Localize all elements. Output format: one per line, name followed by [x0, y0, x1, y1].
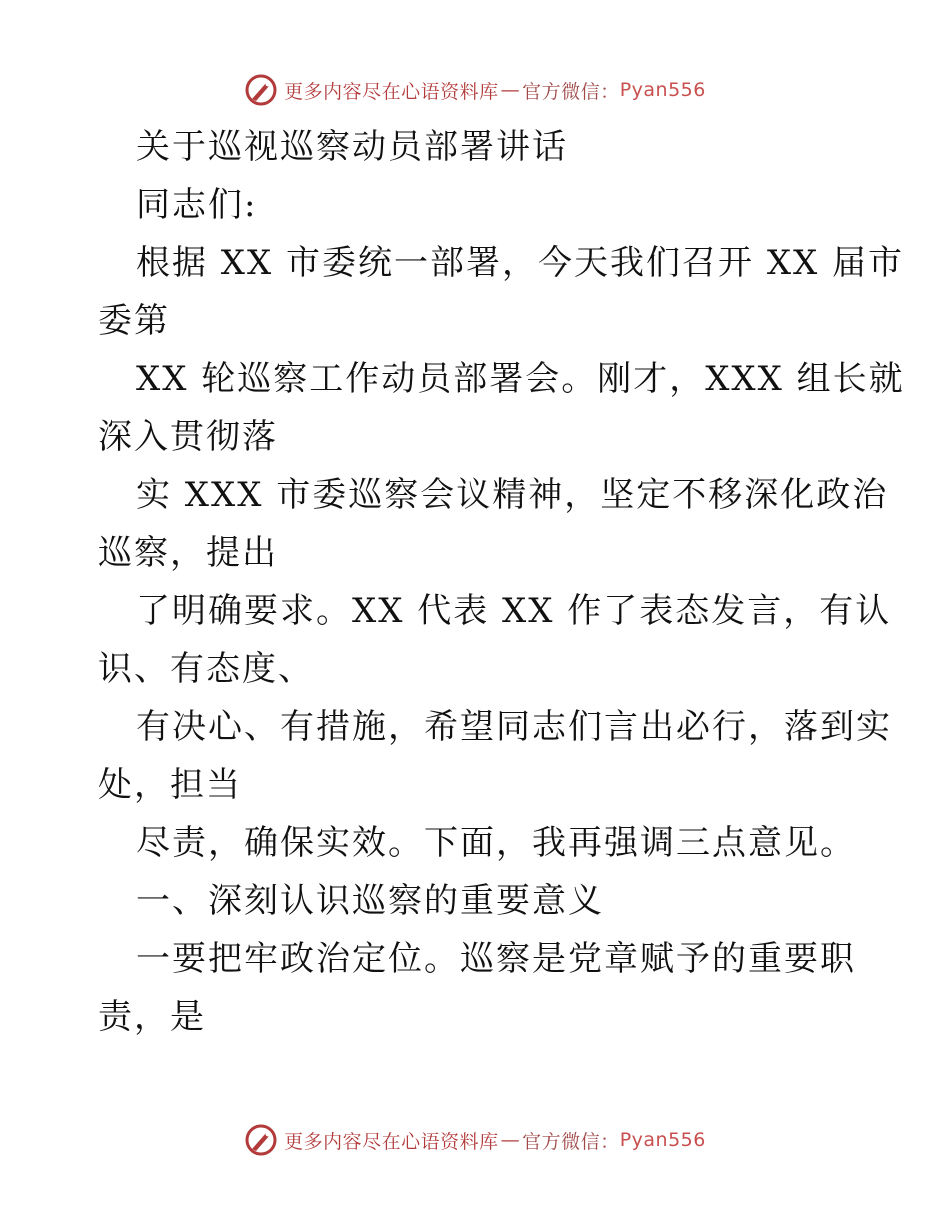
paragraph-line: 实 XXX 市委巡察会议精神，坚定不移深化政治	[136, 475, 889, 515]
paragraph-line: 巡察，提出	[98, 533, 278, 573]
salutation: 同志们:	[136, 185, 258, 225]
paragraph-line: 尽责，确保实效。下面，我再强调三点意见。	[136, 823, 856, 863]
paragraph-line: 一要把牢政治定位。巡察是党章赋予的重要职	[136, 939, 856, 979]
watermark-dash: —	[500, 1129, 521, 1151]
watermark-label: 官方微信：	[522, 1130, 620, 1153]
watermark-dash: —	[500, 79, 521, 101]
pen-logo-icon	[244, 1123, 278, 1157]
watermark-brand: 更多内容尽在心语资料库	[284, 1130, 499, 1153]
watermark-id: Pyan556	[619, 79, 706, 101]
paragraph-line: 了明确要求。XX 代表 XX 作了表态发言，有认	[136, 591, 892, 631]
document-title: 关于巡视巡察动员部署讲话	[136, 127, 568, 167]
watermark-id: Pyan556	[619, 1129, 706, 1151]
paragraph-line: 责，是	[98, 997, 206, 1037]
paragraph-line: 深入贯彻落	[98, 417, 278, 457]
watermark-line	[284, 77, 706, 104]
pen-logo-icon	[244, 73, 278, 107]
paragraph-line: XX 轮巡察工作动员部署会。刚才，XXX 组长就	[136, 359, 905, 399]
paragraph-line: 有决心、有措施，希望同志们言出必行，落到实	[136, 707, 892, 747]
watermark-label: 官方微信：	[522, 80, 620, 103]
watermark-footer	[0, 1120, 950, 1160]
paragraph-line: 根据 XX 市委统一部署，今天我们召开 XX 届市	[136, 243, 905, 283]
watermark-brand: 更多内容尽在心语资料库	[284, 80, 499, 103]
paragraph-line: 处，担当	[98, 765, 242, 805]
watermark-header	[0, 70, 950, 110]
watermark-line	[284, 1127, 706, 1154]
paragraph-line: 委第	[98, 301, 170, 341]
document-body	[98, 118, 905, 1046]
paragraph-line: 识、有态度、	[98, 649, 314, 689]
section-heading: 一、深刻认识巡察的重要意义	[136, 881, 604, 921]
